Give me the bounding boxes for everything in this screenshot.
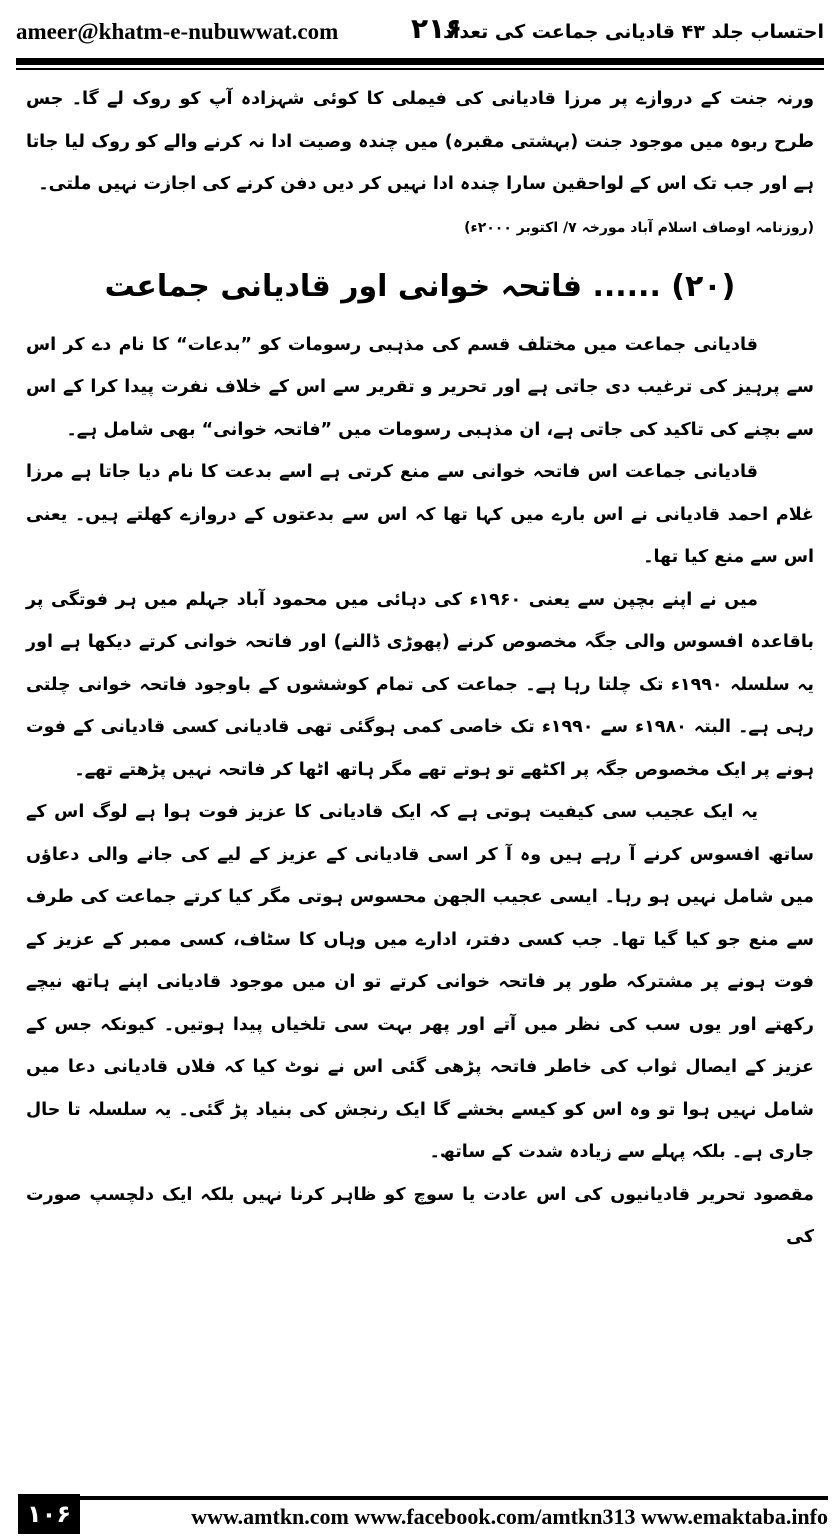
section-heading: (۲۰) ...... فاتحہ خوانی اور قادیانی جماعت: [104, 268, 736, 304]
footer-rule: [80, 1496, 828, 1500]
header-rule-thick: [16, 58, 824, 65]
header-page-number: ۲۱۶: [411, 12, 463, 45]
footer-page-number: ۱۰۶: [18, 1494, 80, 1534]
paragraph-4: میں نے اپنے بچپن سے یعنی ۱۹۶۰ء کی دہائی میں محمود آباد جہلم میں ہر فوتگی پر باقاعدہ افسوس والی جگہ مخصوص کرنے (پھوڑی ڈالنے) اور فاتحہ خوانی کرتے دیکھا ہے اور یہ سلسلہ ۱۹۹۰ء تک چلتا رہا ہے۔ جماعت کی تمام کوششوں کے باوجود فاتحہ خوانی چلتی رہی ہے۔ البتہ ۱۹۸۰ء سے ۱۹۹۰ء تک خاصی کمی ہوگئی تھی قادیانی کسی قادیانی کے فوت ہونے پر ایک مخصوص جگہ پر اکٹھے تو ہوتے تھے مگر ہاتھ اٹھا کر فاتحہ نہیں پڑھتے تھے۔: [26, 589, 814, 780]
footer-links[interactable]: www.amtkn.com www.facebook.com/amtkn313 www.emaktaba.info: [191, 1504, 828, 1529]
paragraph-3: قادیانی جماعت اس فاتحہ خوانی سے منع کرتی ہے اسے بدعت کا نام دیا جاتا ہے مرزا غلام احمد قادیانی نے اس بارے میں کہا تھا کہ اس سے بدعتوں کے دروازے کھلتے ہیں۔ یعنی اس سے منع کیا تھا۔: [26, 462, 814, 567]
citation: (روزنامہ اوصاف اسلام آباد مورخہ ۷/ اکتوبر ۲۰۰۰ء): [464, 219, 814, 236]
paragraph-2: قادیانی جماعت میں مختلف قسم کی مذہبی رسومات کو ”بدعات“ کا نام دے کر اس سے پرہیز کی ترغیب دی جاتی ہے اور تحریر و تقریر سے اس کے خلاف نفرت پیدا کرا کے اس سے بچنے کی تاکید کی جاتی ہے، ان مذہبی رسومات میں ”فاتحہ خوانی“ بھی شامل ہے۔: [26, 334, 814, 440]
header-rule-thin: [16, 68, 824, 70]
header-email[interactable]: ameer@khatm-e-nubuwwat.com: [16, 19, 339, 44]
paragraph-1: ورنہ جنت کے دروازے پر مرزا قادیانی کی فیملی کا کوئی شہزادہ آپ کو روک لے گا۔ جس طرح ربوہ میں موجود جنت (بہشتی مقبرہ) میں چندہ وصیت ادا نہ کرنے والے کو روک لیا جاتا ہے اور جب تک اس کے لواحقین سارا چندہ ادا نہیں کر دیں دفن کرنے کی اجازت نہیں ملتی۔: [26, 89, 814, 194]
page-header: [16, 10, 824, 54]
running-title: احتساب جلد ۴۳ قادیانی جماعت کی تعداد: [443, 21, 824, 43]
paragraph-5: یہ ایک عجیب سی کیفیت ہوتی ہے کہ ایک قادیانی کا عزیز فوت ہوا ہے لوگ اس کے ساتھ افسوس کرنے آ رہے ہیں وہ آ کر اسی قادیانی کے عزیز کے لیے کی جانے والی دعاؤں میں شامل نہیں ہو رہا۔ ایسی عجیب الجھن محسوس ہوتی مگر کیا کرتے جماعت کی طرف سے منع جو کیا گیا تھا۔ جب کسی دفتر، ادارے میں وہاں کا سٹاف، کسی ممبر کے عزیز کے فوت ہونے پر مشترکہ طور پر فاتحہ خوانی کرتے تو ان میں موجود قادیانی اپنے ہاتھ نیچے رکھتے اور یوں سب کی نظر میں آتے اور پھر بہت سی تلخیاں پیدا ہوتیں۔ کیونکہ جس کے عزیز کے ایصال ثواب کی خاطر فاتحہ پڑھی گئی اس نے نوٹ کیا کہ فلاں قادیانی دعا میں شامل نہیں ہوا تو وہ اس کو کیسے بخشے گا ایک رنجش کی بنیاد پڑ گئی۔ یہ سلسلہ تا حال جاری ہے۔ بلکہ پہلے سے زیادہ شدت کے ساتھ۔: [26, 802, 814, 1162]
paragraph-6: مقصود تحریر قادیانیوں کی اس عادت یا سوچ کو ظاہر کرنا نہیں بلکہ ایک دلچسپ صورت کی: [26, 1184, 814, 1247]
page-body: [26, 78, 814, 1259]
page-footer: [0, 1488, 840, 1540]
